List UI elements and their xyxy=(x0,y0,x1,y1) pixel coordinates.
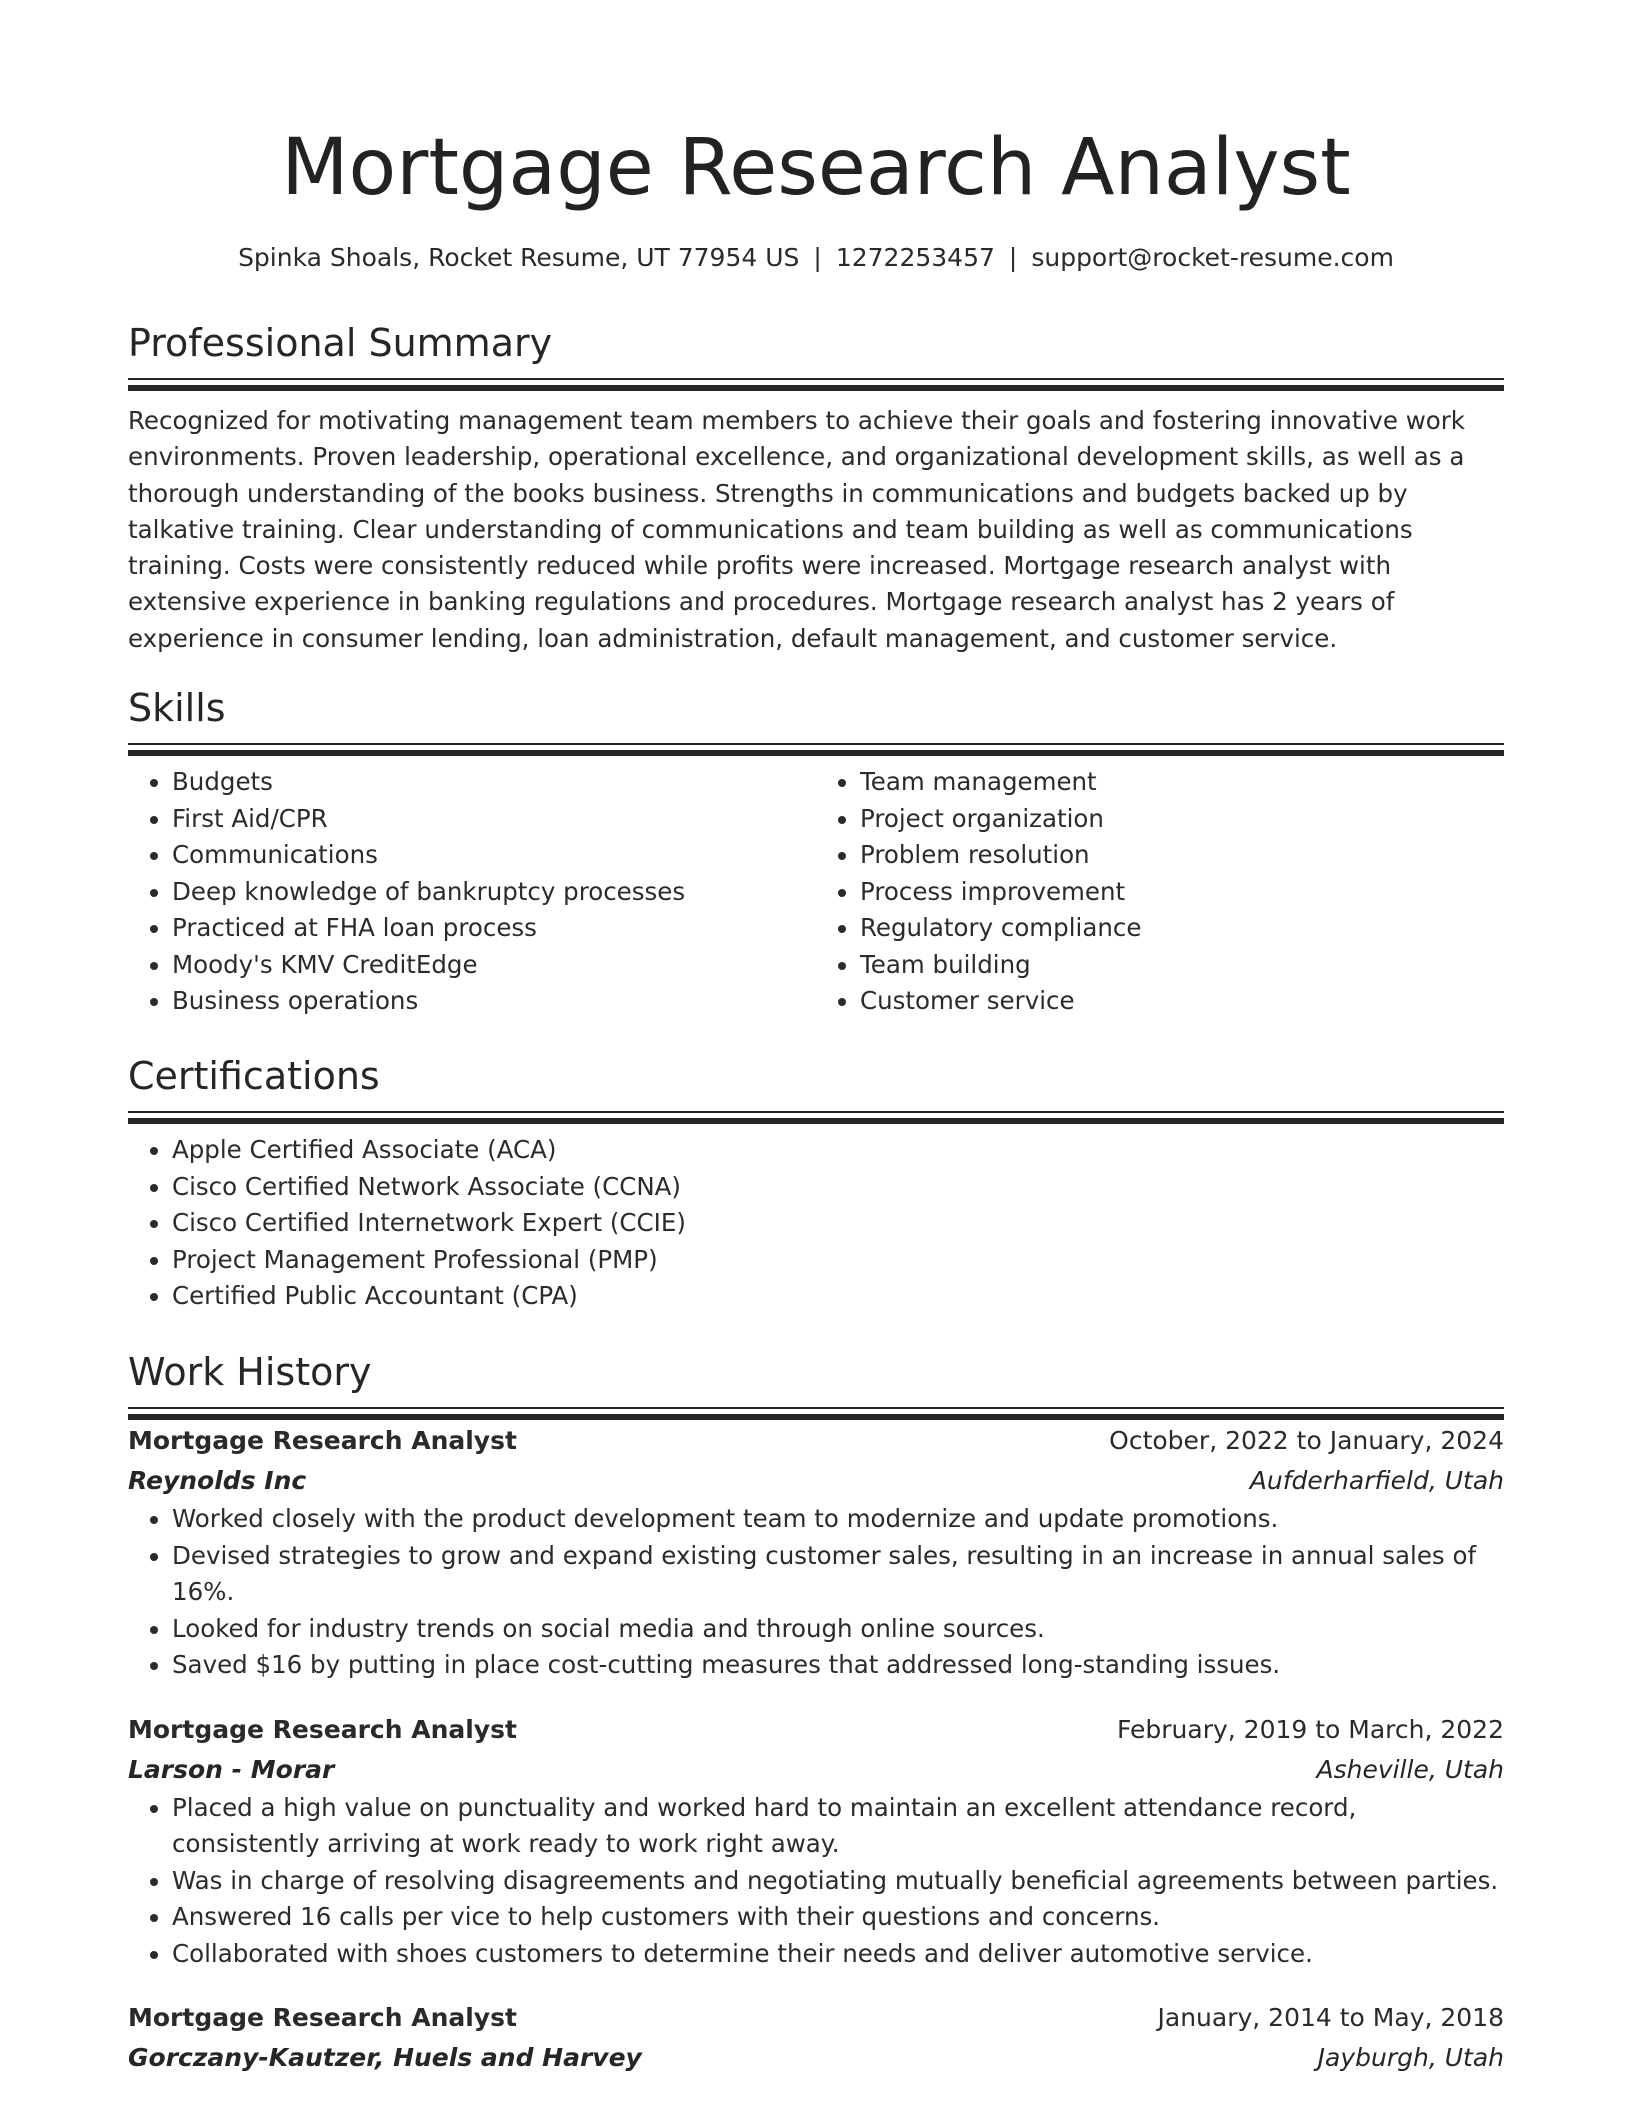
page-title: Mortgage Research Analyst xyxy=(281,123,1351,213)
skills-columns xyxy=(128,764,1504,1020)
certification-item: • Cisco Certified Internetwork Expert (CCIE) xyxy=(172,1205,1504,1242)
contact-separator: | xyxy=(1008,243,1018,272)
job-title: Mortgage Research Analyst xyxy=(128,1714,517,1744)
job-dates: January, 2014 to May, 2018 xyxy=(1157,2003,1504,2032)
section-divider xyxy=(128,743,1504,745)
job-bullet: • Devised strategies to grow and expand existing customer sales, resulting in an increase in annual sales of 16%. xyxy=(172,1538,1504,1611)
job-header-row xyxy=(128,1710,1504,1750)
section-divider xyxy=(128,378,1504,380)
skill-item: • Deep knowledge of bankruptcy processes xyxy=(172,874,816,911)
skill-item: • Customer service xyxy=(860,983,1504,1020)
certifications-section xyxy=(128,1051,1504,1315)
job-company-row xyxy=(128,2038,1504,2078)
skill-item: • Problem resolution xyxy=(860,837,1504,874)
skill-item: • Communications xyxy=(172,837,816,874)
skill-item: • Process improvement xyxy=(860,874,1504,911)
job-bullet: • Looked for industry trends on social media and through online sources. xyxy=(172,1611,1504,1648)
job-bullet: • Answered 16 calls per vice to help customers with their questions and concerns. xyxy=(172,1899,1504,1936)
job-dates: February, 2019 to March, 2022 xyxy=(1116,1714,1504,1744)
contact-address: Spinka Shoals, Rocket Resume, UT 77954 US xyxy=(238,243,800,272)
job-header-row xyxy=(128,1421,1504,1461)
skill-item: • Team building xyxy=(860,947,1504,984)
job-bullet: • Saved $16 by putting in place cost-cutting measures that addressed long-standing issues. xyxy=(172,1647,1504,1684)
job-header-row xyxy=(128,1998,1504,2038)
skills-heading: Skills xyxy=(128,686,226,730)
job-title: Mortgage Research Analyst xyxy=(128,2003,517,2032)
contact-line xyxy=(128,240,1504,276)
job-bullets xyxy=(128,1790,1504,1973)
certifications-heading: Certifications xyxy=(128,1054,380,1098)
skills-list-right xyxy=(816,764,1504,1020)
contact-phone: 1272253457 xyxy=(835,243,995,272)
job-company: Larson - Morar xyxy=(128,1754,335,1784)
contact-email[interactable]: support@rocket-resume.com xyxy=(1031,243,1394,272)
section-divider xyxy=(128,1111,1504,1113)
job-title: Mortgage Research Analyst xyxy=(128,1426,517,1455)
job-company-row xyxy=(128,1750,1504,1790)
certification-item: • Cisco Certified Network Associate (CCNA) xyxy=(172,1169,1504,1206)
certifications-list xyxy=(128,1132,1504,1315)
job-location: Aufderharfield, Utah xyxy=(1249,1466,1504,1495)
job-bullet: • Collaborated with shoes customers to determine their needs and deliver automotive service. xyxy=(172,1936,1504,1973)
job-bullet: • Placed a high value on punctuality and worked hard to maintain an excellent attendance record, consistently arriving at work ready to work right away. xyxy=(172,1790,1504,1863)
skill-item: • Project organization xyxy=(860,801,1504,838)
job-company: Reynolds Inc xyxy=(128,1466,307,1495)
job-entry xyxy=(128,1421,1504,1684)
job-bullet: • Worked closely with the product development team to modernize and update promotions. xyxy=(172,1501,1504,1538)
skill-item: • Team management xyxy=(860,764,1504,801)
job-location: Asheville, Utah xyxy=(1316,1754,1504,1784)
summary-section xyxy=(128,318,1504,657)
certification-item: • Certified Public Accountant (CPA) xyxy=(172,1278,1504,1315)
job-bullets xyxy=(128,1501,1504,1684)
job-dates: October, 2022 to January, 2024 xyxy=(1109,1426,1504,1455)
job-entry xyxy=(128,1710,1504,1973)
skills-section xyxy=(128,683,1504,1020)
skills-list-left xyxy=(128,764,816,1020)
skill-item: • First Aid/CPR xyxy=(172,801,816,838)
skill-item: • Business operations xyxy=(172,983,816,1020)
summary-heading: Professional Summary xyxy=(128,321,553,365)
certification-item: • Apple Certified Associate (ACA) xyxy=(172,1132,1504,1169)
job-company: Gorczany-Kautzer, Huels and Harvey xyxy=(128,2043,642,2072)
contact-separator: | xyxy=(813,243,822,272)
certification-item: • Project Management Professional (PMP) xyxy=(172,1242,1504,1279)
job-bullet: • Was in charge of resolving disagreements and negotiating mutually beneficial agreements between parties. xyxy=(172,1863,1504,1900)
work-history-heading: Work History xyxy=(128,1350,372,1394)
section-divider xyxy=(128,1407,1504,1409)
job-location: Jayburgh, Utah xyxy=(1317,2043,1504,2072)
skill-item: • Regulatory compliance xyxy=(860,910,1504,947)
skill-item: • Practiced at FHA loan process xyxy=(172,910,816,947)
summary-text: Recognized for motivating management team members to achieve their goals and fostering innovative work environments. Proven leadership, operational excellence, and organizational development skills, as well as a thorough understanding of the books business. Strengths in communications and budgets backed up by talkative training. Clear understanding of communications and team building as well as communications training. Costs were consistently reduced while profits were increased. Mortgage research analyst with extensive experience in banking regulations and procedures. Mortgage research analyst has 2 years of experience in consumer lending, loan administration, default management, and customer service. xyxy=(128,406,1465,653)
skill-item: • Moody's KMV CreditEdge xyxy=(172,947,816,984)
job-company-row xyxy=(128,1461,1504,1501)
work-history-section xyxy=(128,1347,1504,2078)
skill-item: • Budgets xyxy=(172,764,816,801)
job-entry xyxy=(128,1998,1504,2078)
